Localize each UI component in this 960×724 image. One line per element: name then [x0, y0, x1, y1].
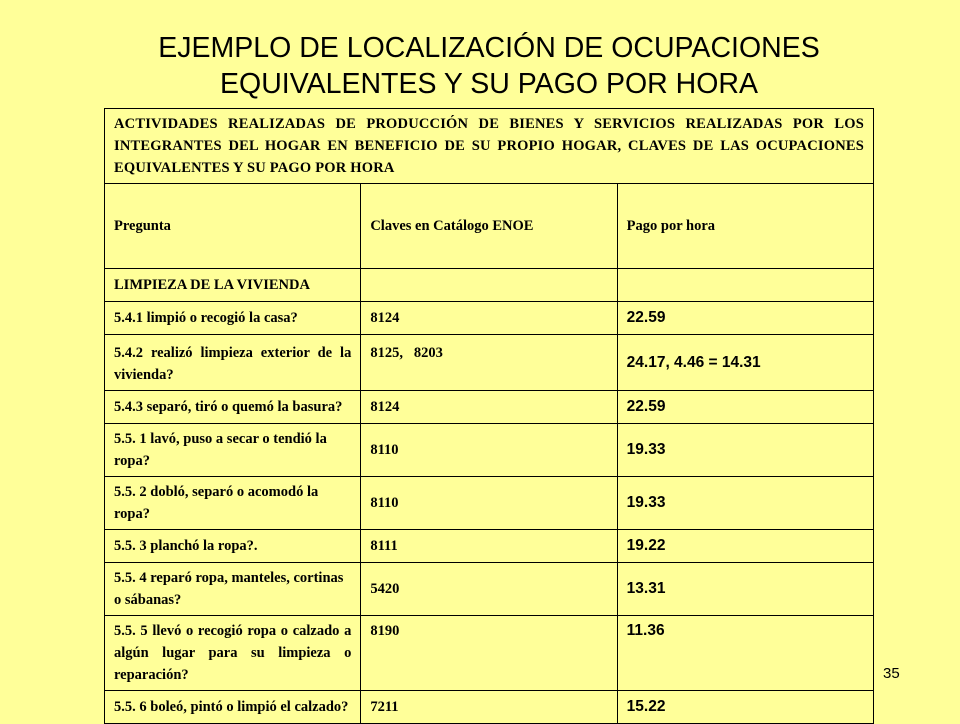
slide-title-line-2: EQUIVALENTES Y SU PAGO POR HORA [220, 68, 758, 100]
row-clave: 7211 [361, 691, 617, 724]
row-clave: 8124 [361, 302, 617, 335]
row-pregunta: 5.5. 6 boleó, pintó o limpió el calzado? [105, 691, 361, 724]
row-clave: 8111 [361, 530, 617, 563]
section-pago-empty [617, 269, 873, 302]
row-pago: 19.33 [617, 477, 873, 530]
column-header-claves: Claves en Catálogo ENOE [361, 184, 617, 269]
row-pregunta: 5.4.3 separó, tiró o quemó la basura? [105, 391, 361, 424]
slide-title-line-1: EJEMPLO DE LOCALIZACIÓN DE OCUPACIONES [158, 32, 820, 64]
section-row [105, 269, 874, 302]
column-header-pregunta: Pregunta [105, 184, 361, 269]
column-header-row [105, 184, 874, 269]
table-row [105, 477, 874, 530]
row-pago: 13.31 [617, 563, 873, 616]
row-pregunta: 5.4.2 realizó limpieza exterior de la vivienda? [105, 335, 361, 391]
table-row [105, 391, 874, 424]
table-row [105, 335, 874, 391]
row-clave: 8125, 8203 [361, 335, 617, 391]
row-pregunta: 5.5. 3 planchó la ropa?. [105, 530, 361, 563]
column-header-pago: Pago por hora [617, 184, 873, 269]
slide-title [0, 30, 960, 102]
table-row [105, 302, 874, 335]
row-pago: 19.22 [617, 530, 873, 563]
row-pago: 22.59 [617, 302, 873, 335]
section-title: LIMPIEZA DE LA VIVIENDA [105, 269, 361, 302]
row-clave: 5420 [361, 563, 617, 616]
page-number: 35 [883, 665, 900, 682]
row-pago: 11.36 [617, 616, 873, 691]
table-row [105, 424, 874, 477]
row-clave: 8190 [361, 616, 617, 691]
row-pregunta: 5.5. 1 lavó, puso a secar o tendió la ropa? [105, 424, 361, 477]
row-clave: 8110 [361, 477, 617, 530]
row-pago: 22.59 [617, 391, 873, 424]
row-pregunta: 5.5. 4 reparó ropa, manteles, cortinas o sábanas? [105, 563, 361, 616]
row-pago: 15.22 [617, 691, 873, 724]
table-row [105, 530, 874, 563]
table-row [105, 616, 874, 691]
occupations-table [104, 108, 874, 724]
row-clave: 8110 [361, 424, 617, 477]
table-row [105, 691, 874, 724]
table-header: ACTIVIDADES REALIZADAS DE PRODUCCIÓN DE BIENES Y SERVICIOS REALIZADAS POR LOS INTEGRANTES DEL HOGAR EN BENEFICIO DE SU PROPIO HOGAR, CLAVES DE LAS OCUPACIONES EQUIVALENTES Y SU PAGO POR HORA [105, 109, 874, 184]
table-row [105, 563, 874, 616]
row-pregunta: 5.5. 5 llevó o recogió ropa o calzado a algún lugar para su limpieza o reparación? [105, 616, 361, 691]
table-header-row [105, 109, 874, 184]
row-pregunta: 5.4.1 limpió o recogió la casa? [105, 302, 361, 335]
row-pago: 19.33 [617, 424, 873, 477]
row-pregunta: 5.5. 2 dobló, separó o acomodó la ropa? [105, 477, 361, 530]
row-pago: 24.17, 4.46 = 14.31 [617, 335, 873, 391]
row-clave: 8124 [361, 391, 617, 424]
section-claves-empty [361, 269, 617, 302]
